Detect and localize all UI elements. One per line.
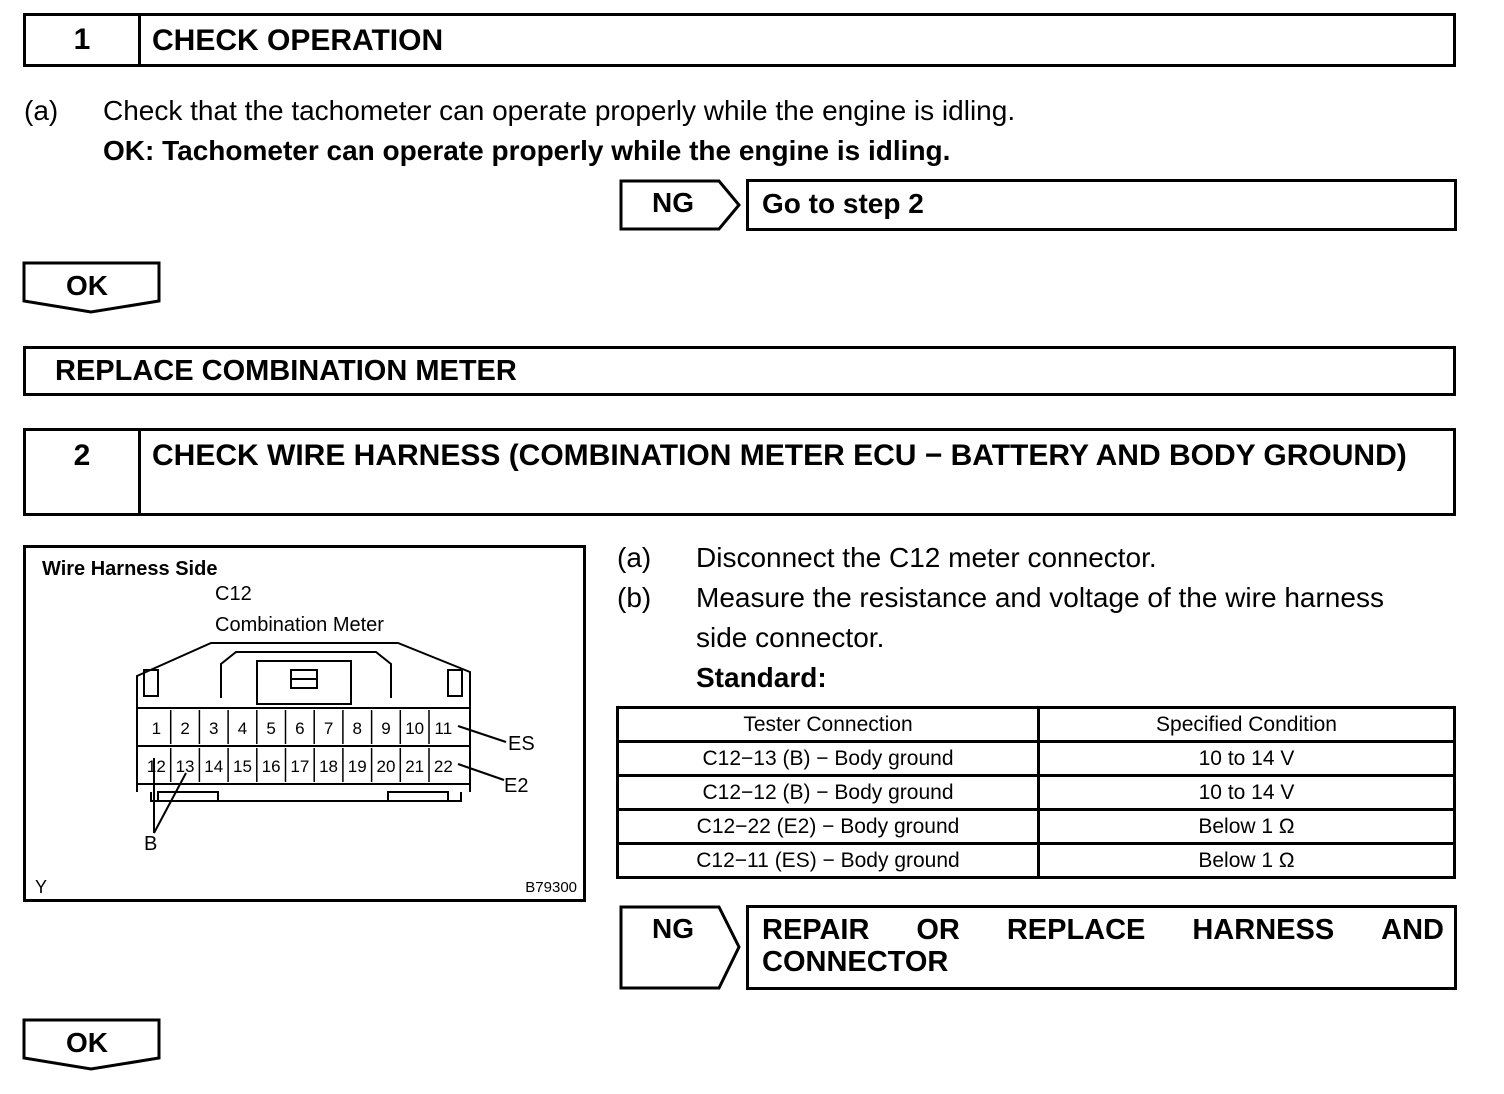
table-row: [618, 776, 1455, 810]
step-2-ng-action-line2: CONNECTOR: [762, 946, 949, 978]
step-2-ok-label: OK: [66, 1027, 108, 1058]
pin-label: 22: [433, 757, 453, 776]
table-row: [618, 810, 1455, 844]
table-header-cell: Tester Connection: [618, 708, 1039, 742]
ng-action-word: REPAIR: [762, 914, 870, 946]
ng-action-word: OR: [916, 914, 960, 946]
connector-drawing: [26, 548, 583, 899]
step-2-header: [23, 428, 1456, 516]
pin-label: 9: [381, 719, 391, 738]
label-e2: E2: [504, 775, 529, 797]
ng-action-word: REPLACE: [1006, 914, 1146, 946]
step-1-ok-label: OK: [66, 270, 108, 301]
pin-label: 11: [434, 719, 453, 738]
step-1-ng-action: Go to step 2: [762, 188, 924, 219]
figure-corner-letter: Y: [35, 877, 48, 897]
ng-action-word: HARNESS: [1192, 914, 1335, 946]
pin-label: 10: [405, 719, 425, 738]
connector-id: C12: [215, 583, 252, 605]
step-1-title: CHECK OPERATION: [152, 24, 444, 57]
step-2-item-b-line1: Measure the resistance and voltage of the wire harness: [696, 582, 1384, 613]
table-header-row: [618, 708, 1455, 742]
step-2-ng-label: NG: [652, 913, 694, 944]
replace-action: REPLACE COMBINATION METER: [55, 355, 517, 387]
step-2-number: 2: [26, 431, 141, 513]
pin-label: 12: [146, 757, 166, 776]
table-cell: C12−13 (B) − Body ground: [618, 742, 1039, 776]
pin-label: 15: [232, 757, 252, 776]
table-row: [618, 742, 1455, 776]
label-es: ES: [508, 733, 535, 755]
step-2-ng-action-line1: [762, 914, 1444, 947]
figure-code: B79300: [525, 879, 577, 896]
pin-label: 14: [204, 757, 224, 776]
pin-label: 20: [376, 757, 396, 776]
replace-action-box: [23, 346, 1456, 396]
pin-label: 16: [261, 757, 281, 776]
pin-label: 17: [290, 757, 310, 776]
step-1-header: [23, 13, 1456, 67]
step-2-item-b-marker: (b): [617, 582, 652, 613]
step-1-item-a-marker: (a): [24, 95, 59, 126]
step-1-number: 1: [26, 16, 141, 64]
pin-label: 7: [323, 719, 334, 738]
pin-label: 8: [352, 719, 362, 738]
pin-label: 21: [405, 757, 425, 776]
pin-label: 3: [209, 719, 219, 738]
step-1-item-a-text: Check that the tachometer can operate properly while the engine is idling.: [103, 95, 1016, 126]
step-1-ng-action-box: [746, 179, 1457, 231]
pin-label: 6: [295, 719, 305, 738]
standard-label: Standard:: [696, 662, 827, 693]
step-2-title: CHECK WIRE HARNESS (COMBINATION METER ECU − BATTERY AND BODY GROUND): [152, 439, 1407, 472]
step-2-item-b-line2: side connector.: [696, 622, 885, 653]
table-cell: Below 1 Ω: [1039, 810, 1455, 844]
step-2-ng-action-box: [746, 905, 1457, 990]
table-cell: Below 1 Ω: [1039, 844, 1455, 878]
table-cell: 10 to 14 V: [1039, 776, 1455, 810]
table-cell: C12−22 (E2) − Body ground: [618, 810, 1039, 844]
table-cell: C12−11 (ES) − Body ground: [618, 844, 1039, 878]
table-cell: 10 to 14 V: [1039, 742, 1455, 776]
pin-label: 4: [237, 719, 248, 738]
pin-label: 1: [151, 719, 162, 738]
pin-label: 18: [319, 757, 339, 776]
ng-action-word: AND: [1381, 914, 1444, 946]
step-2-item-a-text: Disconnect the C12 meter connector.: [696, 542, 1157, 573]
pin-label: 13: [175, 757, 195, 776]
label-b: B: [144, 833, 158, 855]
table-header-cell: Specified Condition: [1039, 708, 1455, 742]
pin-label: 5: [266, 719, 276, 738]
connector-figure: [23, 545, 586, 902]
table-cell: C12−12 (B) − Body ground: [618, 776, 1039, 810]
table-row: [618, 844, 1455, 878]
standard-table: [616, 706, 1456, 879]
connector-name: Combination Meter: [215, 614, 384, 636]
step-1-ok-condition: OK: Tachometer can operate properly while the engine is idling.: [103, 135, 951, 166]
figure-heading: Wire Harness Side: [42, 558, 218, 580]
pin-label: 2: [180, 719, 190, 738]
pin-label: 19: [347, 757, 367, 776]
step-2-item-a-marker: (a): [617, 542, 652, 573]
step-1-ng-label: NG: [652, 187, 694, 218]
